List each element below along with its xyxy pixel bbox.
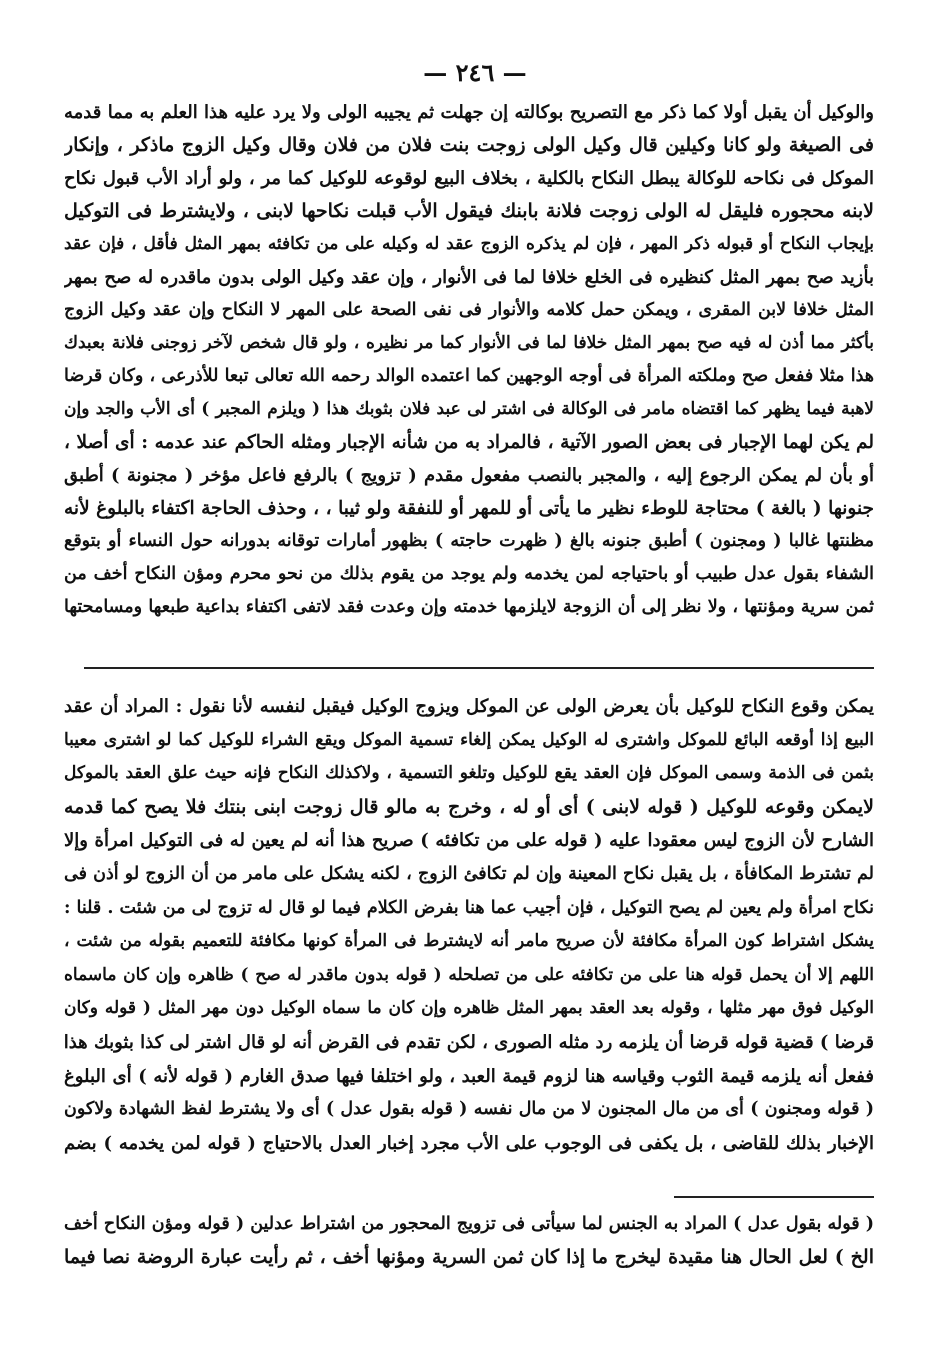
main-text-block [64,96,874,624]
main-text-line: بأزيد صح بمهر المثل كنظيره فى الخلع خلافا لما فى الأنوار ، وإن عقد وكيل الولى بدون ماقدره له صح بمهر [64,267,874,288]
main-text-line: بأكثر مما أذن له فيه صح بمهر المثل خلافا لما فى الأنوار كما مر نظيره ، ولو قال شخص لآخر زوجنى فلانة بعبدك [64,333,874,353]
main-text-line: لم يكن لهما الإجبار فى بعض الصور الآتية ، فالمراد به من شأنه الإجبار ومثله الحاكم عند عدمه : أى أصلا ، [64,432,874,453]
commentary-line: بثمن فى الذمة وسمى الموكل فإن العقد يقع للوكيل وتلغو التسمية ، ولاكذلك النكاح فإنه حيث علق العقد بالموكل [64,763,874,784]
main-text-divider [84,667,874,669]
main-text-line: بإيجاب النكاح أو قبوله ذكر المهر ، فإن لم يذكره الزوج عقد له وكيله على من تكافئه بمهر المثل فأقل ، فإن عقد [64,234,874,254]
main-text-line: المثل خلافا لابن المقرى ، ويمكن حمل كلامه والأنوار فى نفى الصحة على المهر لا النكاح وإن عقد وكيل الزوج [64,300,874,320]
commentary-line: يشكل اشتراط كون المرأة مكافئة لأن صريح مامر أنه لايشترط فى المرأة كونها مكافئة للتعميم بقوله من شئت ، [64,931,874,952]
commentary-block [64,690,874,1160]
commentary-line: الإخبار بذلك للقاضى ، بل يكفى فى الوجوب على الأب مجرد إخبار العدل بالاحتياج ( قوله لمن يخدمه ) بضم [64,1132,874,1154]
commentary-line: يمكن وقوع النكاح للوكيل بأن يعرض الولى عن الموكل ويزوج الوكيل فيقبل لنفسه لأنا نقول : المراد أن عقد [64,696,874,717]
commentary-line: اللهم إلا أن يحمل قوله هنا على من تكافئه على من تصلحله ( قوله بدون ماقدر له صح ) ظاهره وإن كان ماسماه [64,964,874,985]
footnote-divider [674,1196,874,1198]
footnote-line: ( قوله بقول عدل ) المراد به الجنس لما سيأتى فى تزويج المحجور من اشتراط عدلين ( قوله ومؤن النكاح أخف [64,1214,874,1234]
main-text-line: لاهبة فيما يظهر كما اقتضاه مامر فى الوكالة فى اشتر لى عبد فلان بثوبك هذا ( ويلزم المجبر ) أى الأب والجد وإن [64,399,874,419]
footnote-block [64,1208,874,1274]
main-text-line: فى الصيغة ولو كانا وكيلين قال وكيل الولى زوجت بنت فلان من فلان وقال وكيل الزوج ماذكر ، وإنكار [64,134,874,156]
main-text-line: ثمن سرية ومؤنتها ، ولا نظر إلى أن الزوجة لايلزمها خدمته وإن وعدت فقد لاتفى اكتفاء بداعية طبعها ومسامحتها [64,597,874,617]
main-text-line: لابنه محجوره فليقل له الولى زوجت فلانة بابنك فيقول الأب قبلت نكاحها لابنى ، ولايشترط فى التوكيل [64,200,874,222]
main-text-line: جنونها ( بالغة ) محتاجة للوطء نظير ما يأتى أو للمهر أو للنفقة ولو ثيبا ، ، وحذف الحاجة اكتفاء بالبلوغ لأنه [64,498,874,519]
main-text-line: الشفاء بقول عدل طبيب أو باحتياجه لمن يخدمه ولم يوجد من يقوم بذلك من نحو محرم ومؤن النكاح أخف من [64,564,874,584]
commentary-line: البيع إذا أوقعه البائع للموكل واشترى له الوكيل يمكن إلغاء تسمية الموكل ويقع الشراء للوكيل كما لو اشترى معيبا [64,729,874,750]
commentary-line: لايمكن وقوعه للوكيل ( قوله لابنى ) أى أو له ، وخرج به مالو قال زوجت ابنى بنتك فلا يصح كما قدمه [64,795,874,818]
page-number: — ٢٤٦ — [423,58,527,87]
main-text-line: هذا مثلا ففعل صح وملكته المرأة فى أوجه الوجهين كما اعتمده الوالد رحمه الله تعالى تبعا للأذرعى ، وكان قرضا [64,366,874,386]
commentary-line: نكاح امرأة ولم يعين لم يصح التوكيل ، فإن أجيب عما هنا بفرض الكلام فيما لو قال له تزوج لى من شئت . قلنا : [64,897,874,918]
commentary-line: الوكيل فوق مهر مثلها ، وقوله بعد العقد بمهر المثل ظاهره وإن كان ما سماه الوكيل دون مهر المثل ( قوله وكان [64,998,874,1019]
main-text-line: والوكيل أن يقبل أولا كما ذكر مع التصريح بوكالته إن جهلت ثم يجيبه الولى ولا يرد عليه هذا العلم به مما قدمه [64,102,874,123]
main-text-line: الموكل فى نكاحه للوكالة يبطل النكاح بالكلية ، بخلاف البيع لوقوعه للوكيل كما مر ، ولو أراد الأب قبول نكاح [64,168,874,189]
main-text-line: مظنتها غالبا ( ومجنون ) أطبق جنونه بالغ ( ظهرت حاجته ) بظهور أمارات توقانه بدورانه حول النساء أو بتوقع [64,531,874,551]
commentary-line: لم تشترط المكافأة ، بل يقبل نكاح المعينة وإن لم تكافئ الزوج ، لكنه يشكل على مامر من أن الزوج لو أذن فى [64,863,874,884]
footnote-line: الخ ) لعل الحال هنا مقيدة ليخرج ما إذا كان ثمن السرية ومؤنها أخف ، ثم رأيت عبارة الروضة نصا فيما [64,1246,874,1268]
main-text-line: أو بأن لم يمكن الرجوع إليه ، والمجبر بالنصب مفعول مقدم ( تزويج ) بالرفع فاعل مؤخر ( مجنونة ) أطبق [64,465,874,486]
commentary-line: قرضا ) قضية قوله قرضا أن يلزمه رد مثله الصورى ، لكن تقدم فى القرض أنه لو قال اشتر لى كذا بثوبك هذا [64,1031,874,1053]
commentary-line: ( قوله ومجنون ) أى من مال المجنون لا من مال نفسه ( قوله بقول عدل ) أى ولا يشترط لفظ الشهادة ولاكون [64,1099,874,1120]
commentary-line: ففعل أنه يلزمه قيمة الثوب وقياسه هنا لزوم قيمة العبد ، ولو اختلفا فيها صدق الغارم ( قوله لأنه ) أى البلوغ [64,1065,874,1087]
commentary-line: الشارح لأن الزوج ليس معقودا عليه ( قوله على من تكافئه ) صريح هذا أنه لم يعين له فى التوكيل امرأة وإلا [64,830,874,852]
